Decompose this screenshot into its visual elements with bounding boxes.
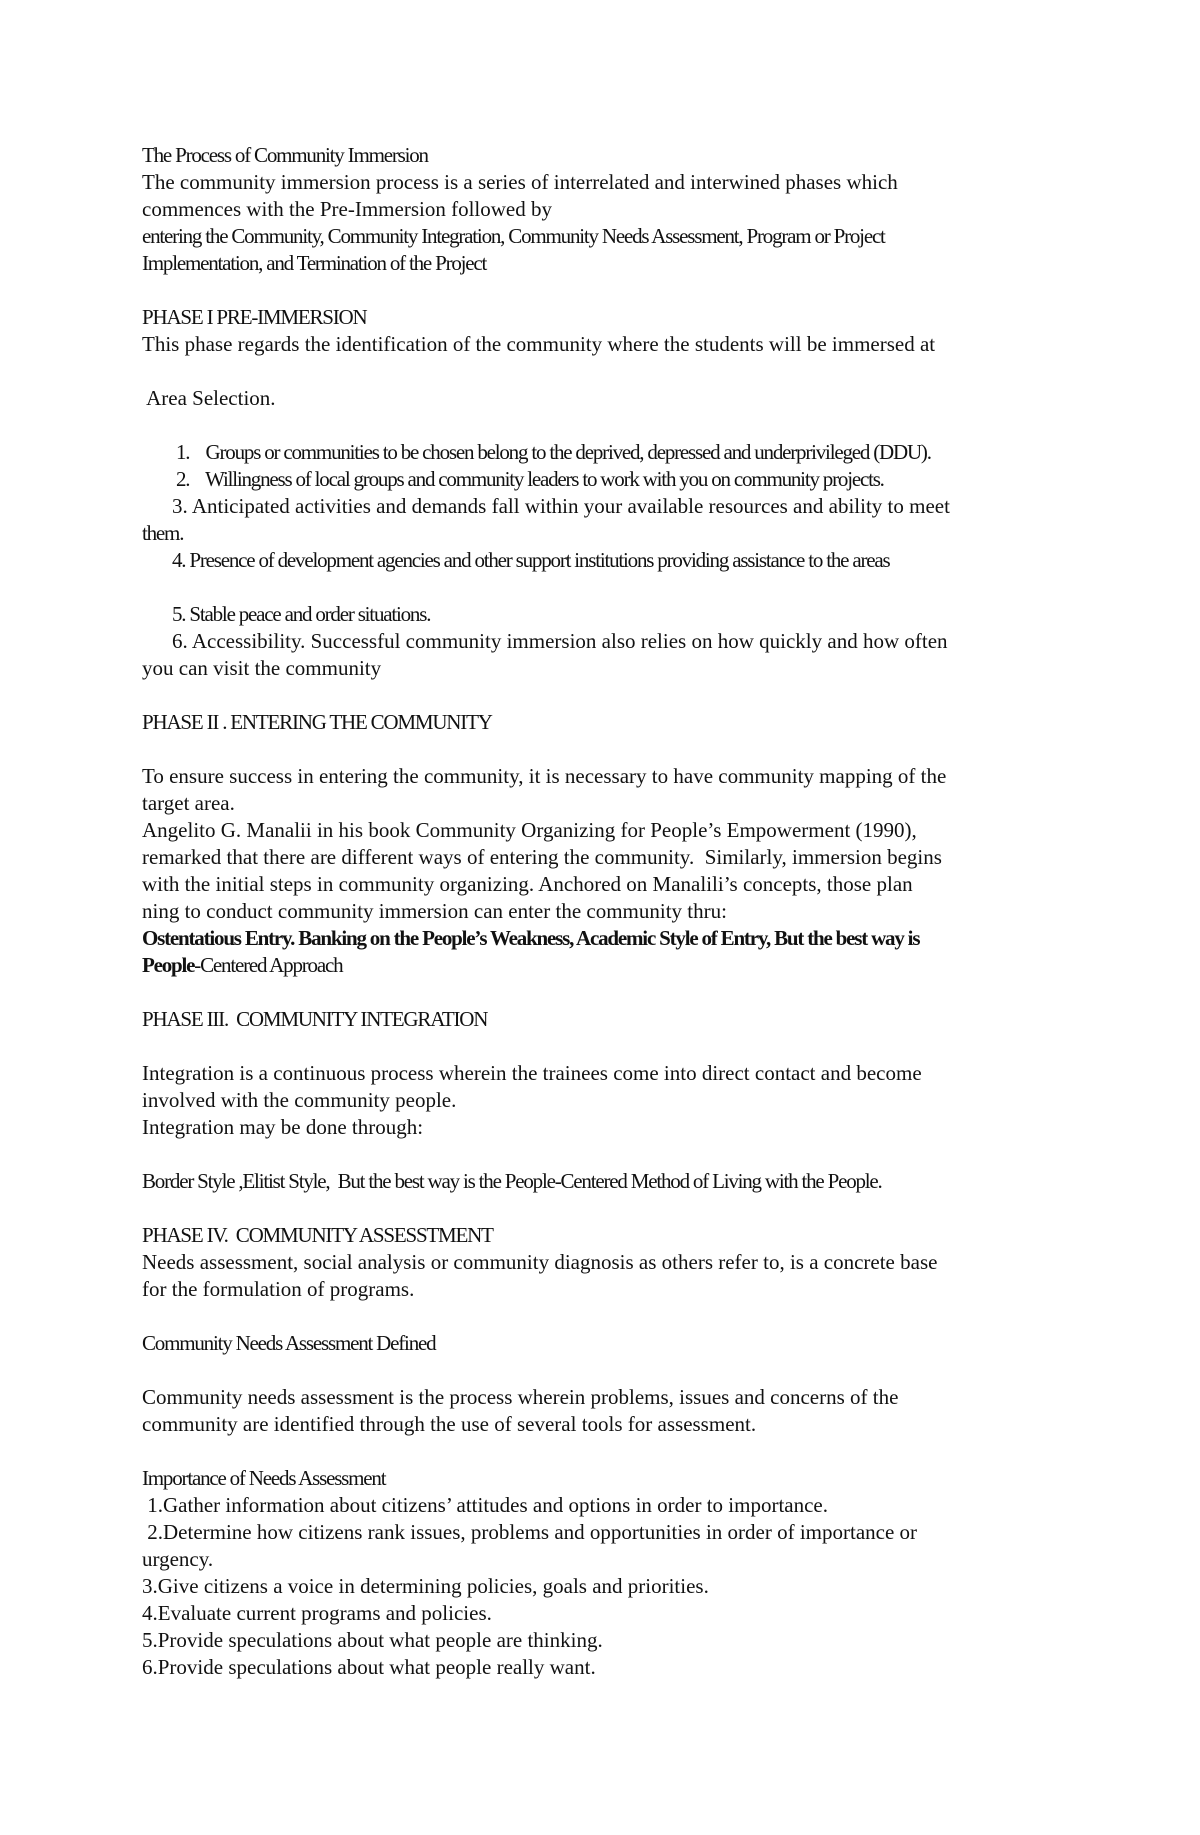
document-title: The Process of Community Immersion — [142, 143, 428, 167]
intro-line: commences with the Pre-Immersion followed by — [142, 197, 552, 221]
list-item-continuation: them. — [142, 521, 184, 545]
phase2-line: Angelito G. Manalii in his book Community Organizing for People’s Empowerment (1990), — [142, 818, 917, 842]
phase3-line: Integration may be done through: — [142, 1115, 424, 1139]
phase1-text: This phase regards the identification of the community where the students will be immersed at — [142, 332, 936, 356]
phase2-line: with the initial steps in community organizing. Anchored on Manalili’s concepts, those plan — [142, 872, 913, 896]
importance-item: 3.Give citizens a voice in determining policies, goals and priorities. — [142, 1574, 709, 1598]
centered-approach: -Centered Approach — [194, 953, 343, 977]
phase4-line: for the formulation of programs. — [142, 1277, 415, 1301]
phase1-heading: PHASE I PRE-IMMERSION — [142, 305, 367, 329]
phase2-line: To ensure success in entering the community, it is necessary to have community mapping of the — [142, 764, 947, 788]
phase3-line: Integration is a continuous process wherein the trainees come into direct contact and become — [142, 1061, 922, 1085]
people-bold: People — [142, 953, 195, 977]
phase2-line: remarked that there are different ways of entering the community. Similarly, immersion begins — [142, 845, 942, 869]
importance-item-continuation: urgency. — [142, 1547, 214, 1571]
defined-line: Community needs assessment is the process wherein problems, issues and concerns of the — [142, 1385, 899, 1409]
intro-line: The community immersion process is a series of interrelated and interwined phases which — [142, 170, 898, 194]
phase4-line: Needs assessment, social analysis or community diagnosis as others refer to, is a concrete base — [142, 1250, 938, 1274]
importance-item: 5.Provide speculations about what people are thinking. — [142, 1628, 603, 1652]
phase2-line: ning to conduct community immersion can enter the community thru: — [142, 899, 727, 923]
phase2-heading: PHASE II . ENTERING THE COMMUNITY — [142, 710, 492, 734]
list-item: 3. Anticipated activities and demands fall within your available resources and ability to meet — [172, 494, 950, 518]
defined-line: community are identified through the use of several tools for assessment. — [142, 1412, 757, 1436]
needs-assessment-defined-heading: Community Needs Assessment Defined — [142, 1331, 436, 1355]
list-item: 6. Accessibility. Successful community immersion also relies on how quickly and how often — [172, 629, 948, 653]
list-item: 5. Stable peace and order situations. — [172, 602, 431, 626]
list-item-continuation: you can visit the community — [142, 656, 382, 680]
importance-item: 2.Determine how citizens rank issues, problems and opportunities in order of importance or — [142, 1520, 918, 1544]
intro-line: Implementation, and Termination of the Project — [142, 251, 487, 275]
entry-methods: Ostentatious Entry. Banking on the People’s Weakness, Academic Style of Entry, But the best way is — [142, 926, 920, 950]
list-item: 1. Groups or communities to be chosen belong to the deprived, depressed and underprivileged (DDU). — [176, 440, 931, 464]
phase3-line: involved with the community people. — [142, 1088, 457, 1112]
entry-methods-continuation — [142, 952, 342, 979]
list-item: 4. Presence of development agencies and other support institutions providing assistance to the areas — [172, 548, 890, 572]
importance-item: 4.Evaluate current programs and policies. — [142, 1601, 492, 1625]
intro-line: entering the Community, Community Integration, Community Needs Assessment, Program or Project — [142, 224, 885, 248]
importance-item: 6.Provide speculations about what people really want. — [142, 1655, 596, 1679]
integration-styles: Border Style ,Elitist Style, But the best way is the People-Centered Method of Living with the People. — [142, 1169, 882, 1193]
phase1-subheading: Area Selection. — [142, 386, 276, 410]
list-item: 2. Willingness of local groups and community leaders to work with you on community projects. — [176, 467, 884, 491]
importance-item: 1.Gather information about citizens’ attitudes and options in order to importance. — [142, 1493, 829, 1517]
phase4-heading: PHASE IV. COMMUNITY ASSESSTMENT — [142, 1223, 493, 1247]
importance-heading: Importance of Needs Assessment — [142, 1466, 386, 1490]
phase2-line: target area. — [142, 791, 235, 815]
phase3-heading: PHASE III. COMMUNITY INTEGRATION — [142, 1007, 488, 1031]
